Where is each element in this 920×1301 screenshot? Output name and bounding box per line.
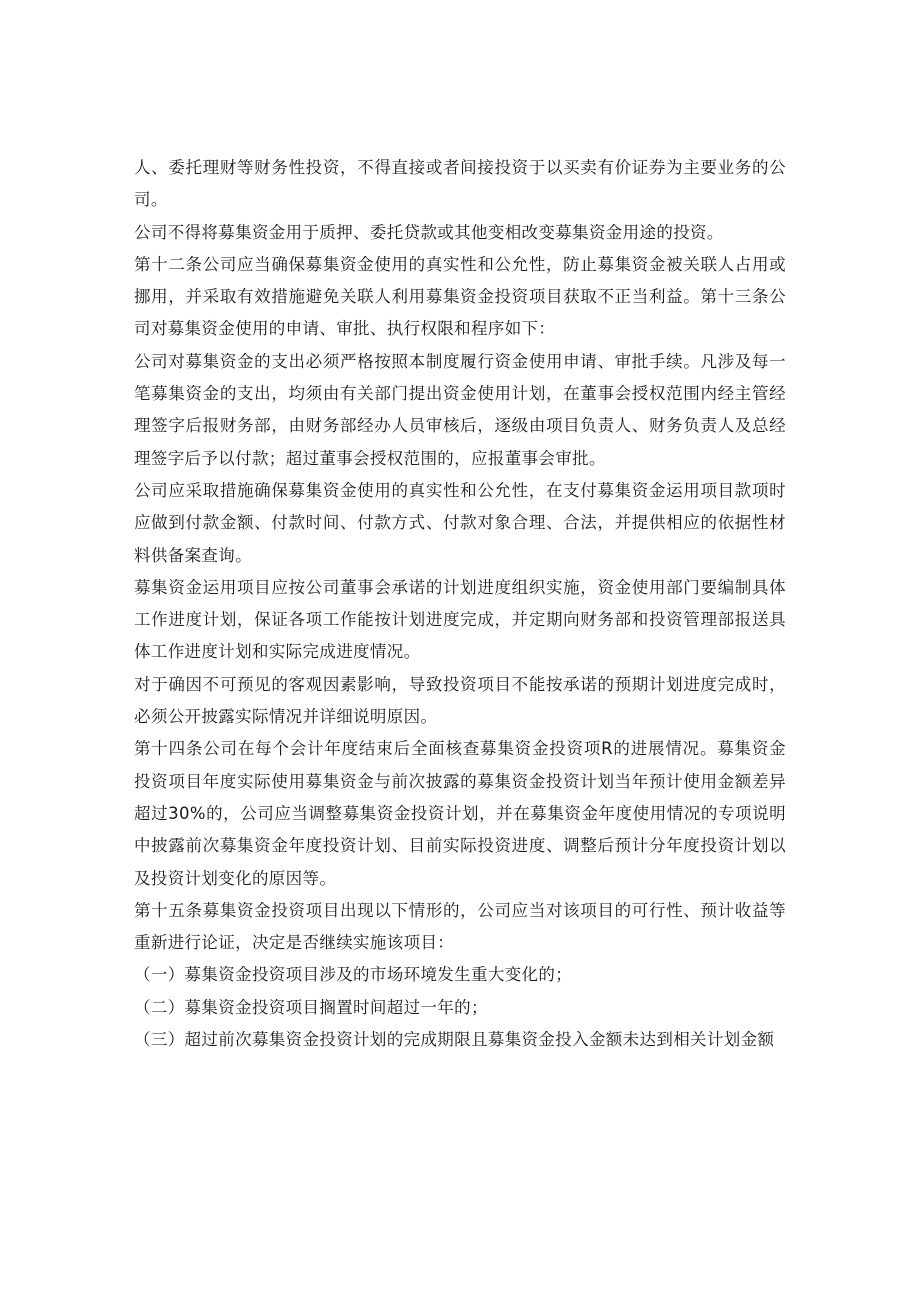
paragraph-2: 公司不得将募集资金用于质押、委托贷款或其他变相改变募集资金用途的投资。	[134, 222, 724, 242]
list-item-3: （三）超过前次募集资金投资计划的完成期限且募集资金投入金额未达到相关计划金额	[134, 1030, 775, 1050]
paragraph-8: 第十四条公司在每个会计年度结束后全面核查募集资金投资项R的进展情况。募集资金投资项目年度实际使用募集资金与前次披露的募集资金投资计划当年预计使用金额差异超过30%的，公司应当调整募集资金投资计划，并在募集资金年度使用情况的专项说明中披露前次募集资金年度投资计划、目前实际投资进度、调整后预计分年度投资计划以及投资计划变化的原因等。	[134, 739, 786, 888]
paragraph-1: 人、委托理财等财务性投资，不得直接或者间接投资于以买卖有价证券为主要业务的公司。	[134, 158, 786, 210]
paragraph-6: 募集资金运用项目应按公司董事会承诺的计划进度组织实施，资金使用部门要编制具体工作进度计划，保证各项工作能按计划进度完成，并定期向财务部和投资管理部报送具体工作进度计划和实际完成进度情况。	[134, 577, 786, 662]
list-item-1: （一）募集资金投资项目涉及的市场环境发生重大变化的；	[134, 965, 573, 985]
paragraph-5: 公司应采取措施确保募集资金使用的真实性和公允性，在支付募集资金运用项目款项时应做到付款金额、付款时间、付款方式、付款对象合理、合法，并提供相应的依据性材料供备案查询。	[134, 480, 786, 565]
document-body	[134, 152, 786, 1056]
list-item-2: （二）募集资金投资项目搁置时间超过一年的；	[134, 997, 488, 1017]
paragraph-4: 公司对募集资金的支出必须严格按照本制度履行资金使用申请、审批手续。凡涉及每一笔募集资金的支出，均须由有关部门提出资金使用计划，在董事会授权范围内经主管经理签字后报财务部，由财务部经办人员审核后，逐级由项目负责人、财务负责人及总经理签字后予以付款；超过董事会授权范围的，应报董事会审批。	[134, 351, 786, 468]
paragraph-9: 第十五条募集资金投资项目出现以下情形的，公司应当对该项目的可行性、预计收益等重新进行论证，决定是否继续实施该项目：	[134, 900, 786, 953]
paragraph-3: 第十二条公司应当确保募集资金使用的真实性和公允性，防止募集资金被关联人占用或挪用，并采取有效措施避免关联人利用募集资金投资项目获取不正当利益。第十三条公司对募集资金使用的申请、审批、执行权限和程序如下：	[134, 254, 786, 339]
paragraph-7: 对于确因不可预见的客观因素影响，导致投资项目不能按承诺的预期计划进度完成时，必须公开披露实际情况并详细说明原因。	[134, 674, 786, 727]
